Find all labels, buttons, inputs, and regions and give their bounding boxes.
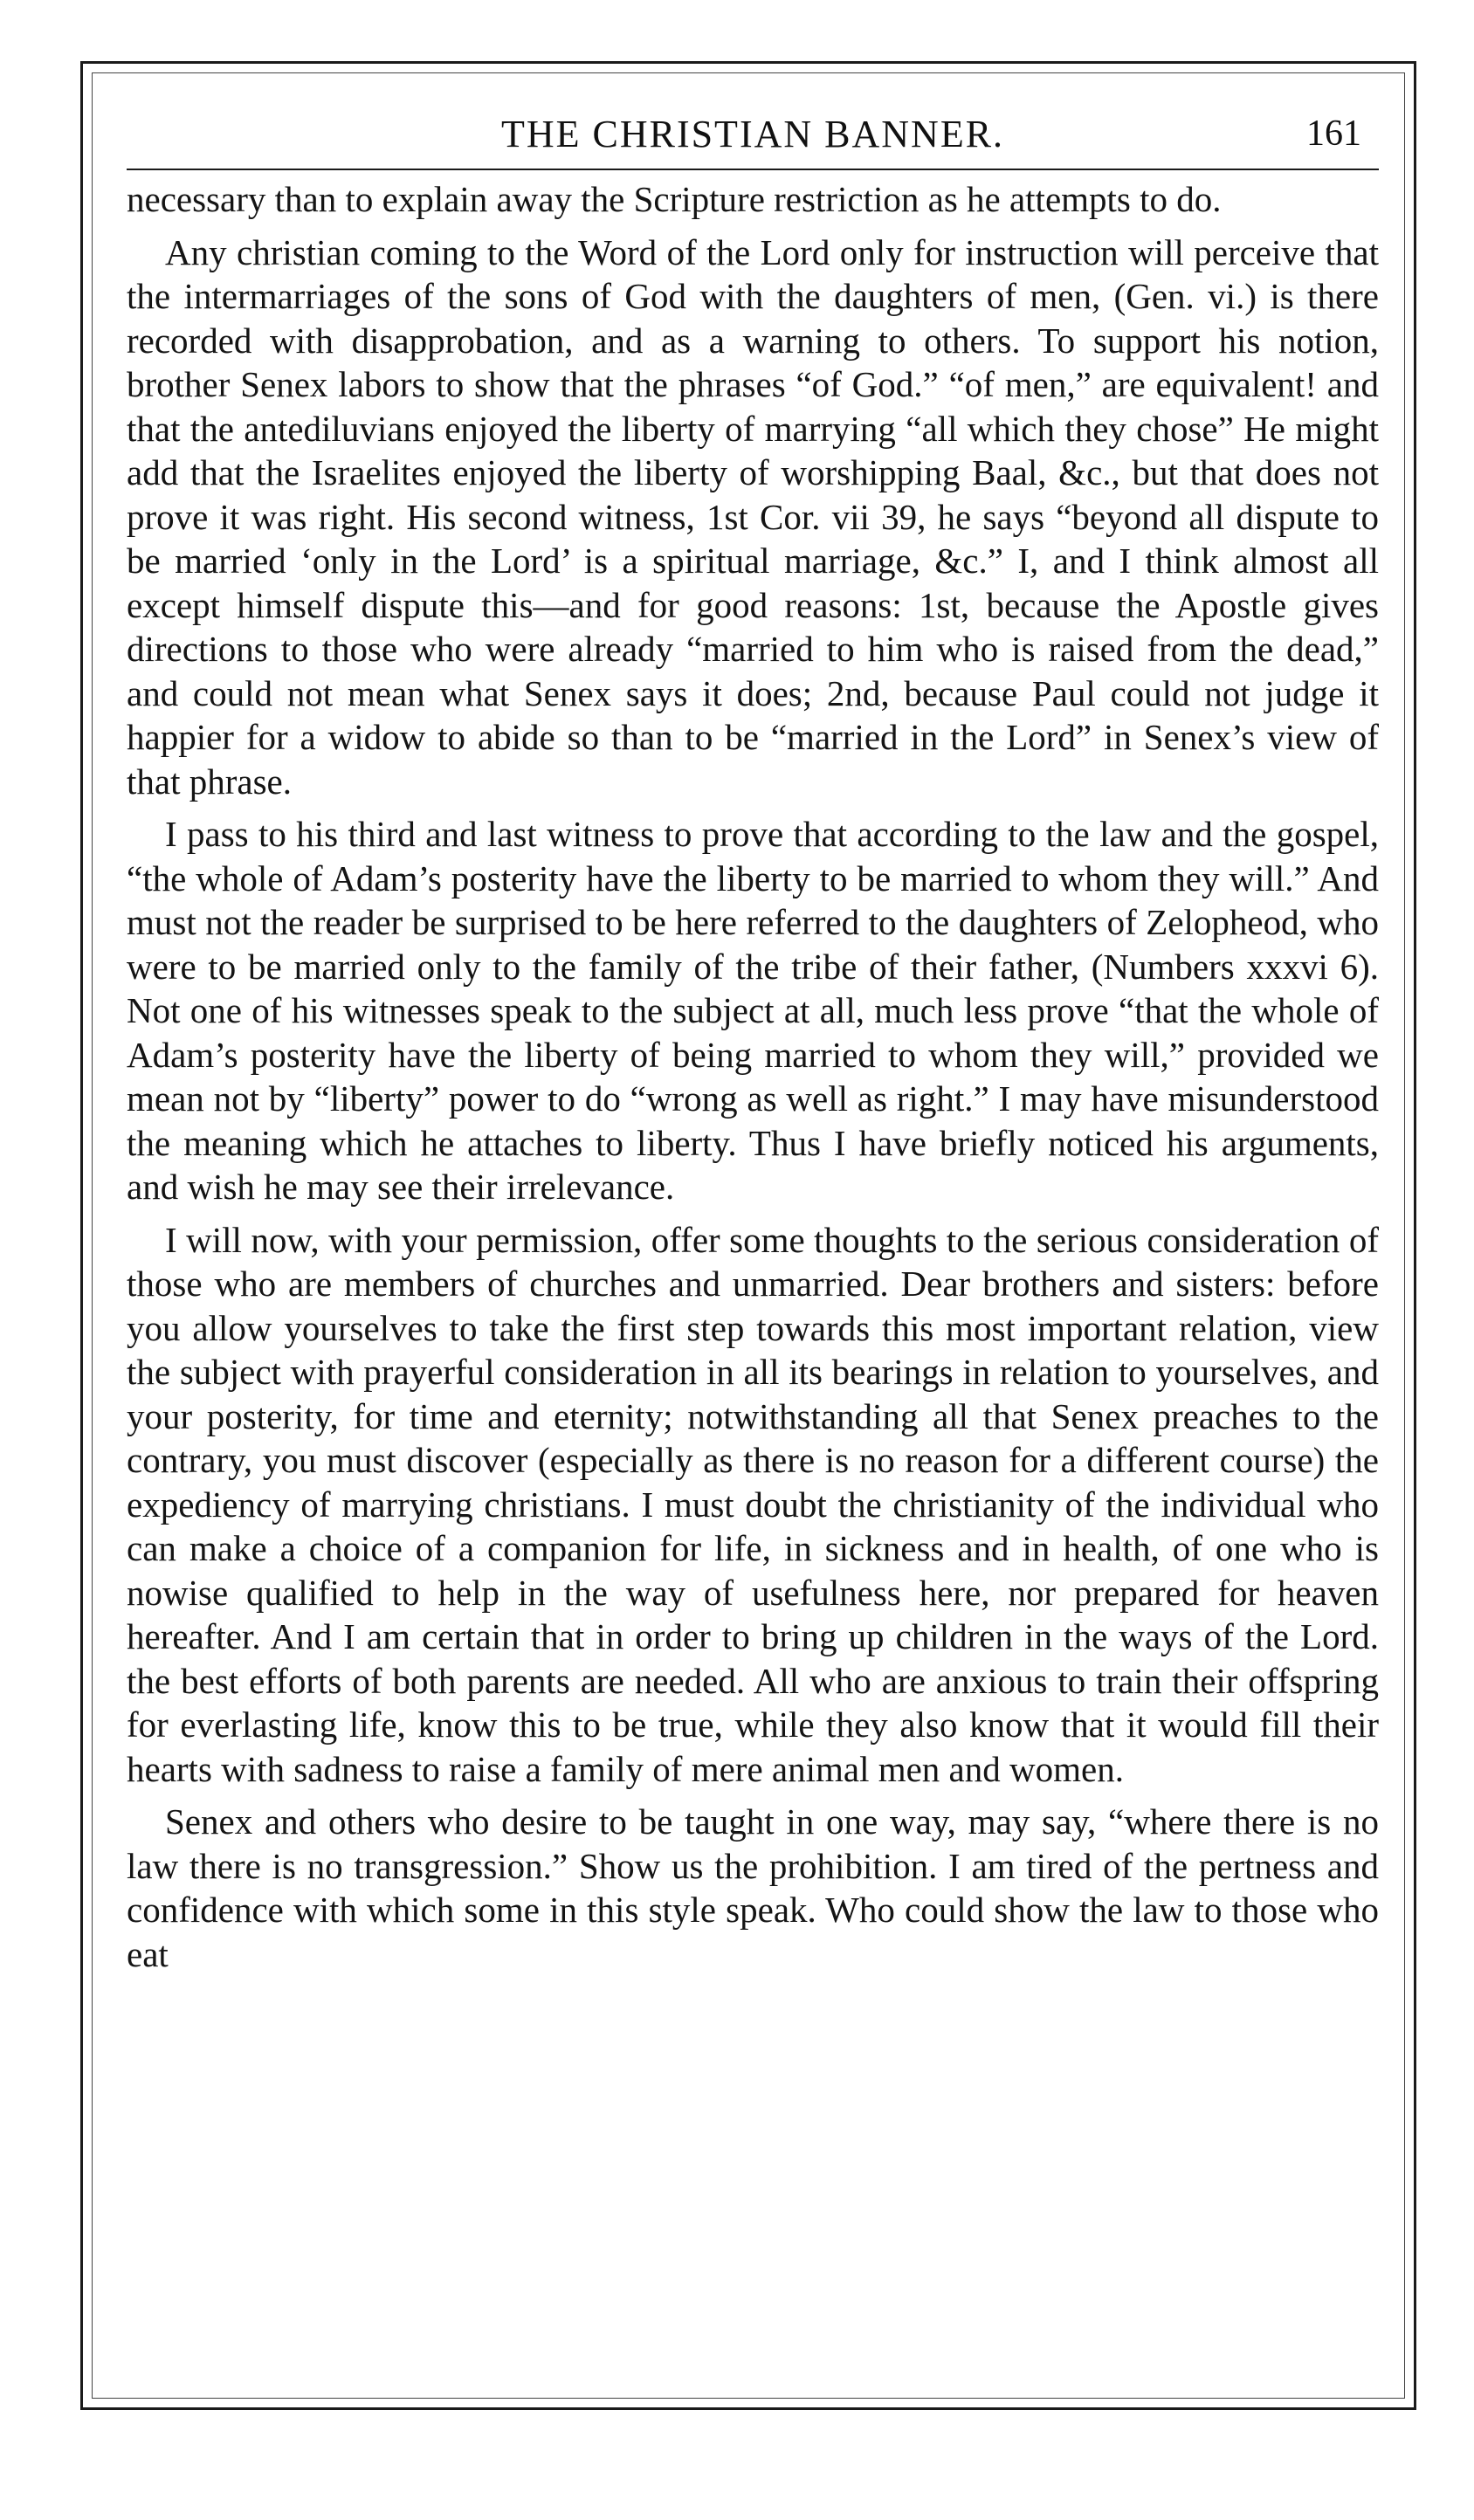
paragraph-4: I will now, with your permission, offer some thoughts to the serious consideration of those who are members of churches and unmarried. Dear brothers and sisters: before you allow yourselves to take the first step towards this most important relation, view the subject with prayerful consideration in all its bearings in relation to yourselves, and your posterity, for time and eternity; notwithstanding all that Senex preaches to the contrary, you must discover (especially as there is no reason for a different course) the expediency of marrying christians. I must doubt the christianity of the individual who can make a choice of a companion for life, in sickness and in health, of one who is nowise qualified to help in the way of usefulness here, nor prepared for heaven hereafter. And I am certain that in order to bring up children in the ways of the Lord. the best efforts of both parents are needed. All who are anxious to train their offspring for everlasting life, know this to be true, while they also know that it would fill their hearts with sadness to raise a family of mere animal men and women. xyxy=(127,1219,1379,1789)
article-body xyxy=(127,177,1379,2372)
paragraph-1: necessary than to explain away the Scripture restriction as he attempts to do. xyxy=(127,179,1222,219)
page-frame xyxy=(80,61,1416,2410)
paragraph-2: Any christian coming to the Word of the Lord only for instruction will perceive that the intermarriages of the sons of God with the daughters of men, (Gen. vi.) is there recorded with disapprobation, and as a warning to others. To support his notion, brother Senex labors to show that the phrases “of God.” “of men,” are equivalent! and that the antediluvians enjoyed the liberty of marrying “all which they chose” He might add that the Israelites enjoyed the liberty of worshipping Baal, &c., but that does not prove it was right. His second witness, 1st Cor. vii 39, he says “beyond all dispute to be married ‘only in the Lord’ is a spiritual marriage, &c.” I, and I think almost all except himself dispute this—and for good reasons: 1st, because the Apostle gives directions to those who were already “married to him who is raised from the dead,” and could not mean what Senex says it does; 2nd, because Paul could not judge it happier for a widow to abide so than to be “married in the Lord” in Senex’s view of that phrase. xyxy=(127,231,1379,802)
running-header xyxy=(127,99,1379,170)
page-number: 161 xyxy=(1306,114,1361,154)
paragraph-5: Senex and others who desire to be taught in one way, may say, “where there is no law there is no transgression.” Show us the prohibition. I am tired of the pertness and confidence with which some in this style speak. Who could show the law to those who eat xyxy=(127,1801,1379,1974)
journal-title: THE CHRISTIAN BANNER. xyxy=(500,112,1005,155)
paragraph-3: I pass to his third and last witness to prove that according to the law and the gospel, “the whole of Adam’s posterity have the liberty to be married to whom they will.” And must not the reader be surprised to be here referred to the daughters of Zelopheod, who were to be married only to the family of the tribe of their father, (Numbers xxxvi 6). Not one of his witnesses speak to the subject at all, much less prove “that the whole of Adam’s posterity have the liberty of being married to whom they will,” provided we mean not by “liberty” power to do “wrong as well as right.” I may have misunderstood the meaning which he attaches to liberty. Thus I have briefly noticed his arguments, and wish he may see their irrelevance. xyxy=(127,814,1379,1207)
